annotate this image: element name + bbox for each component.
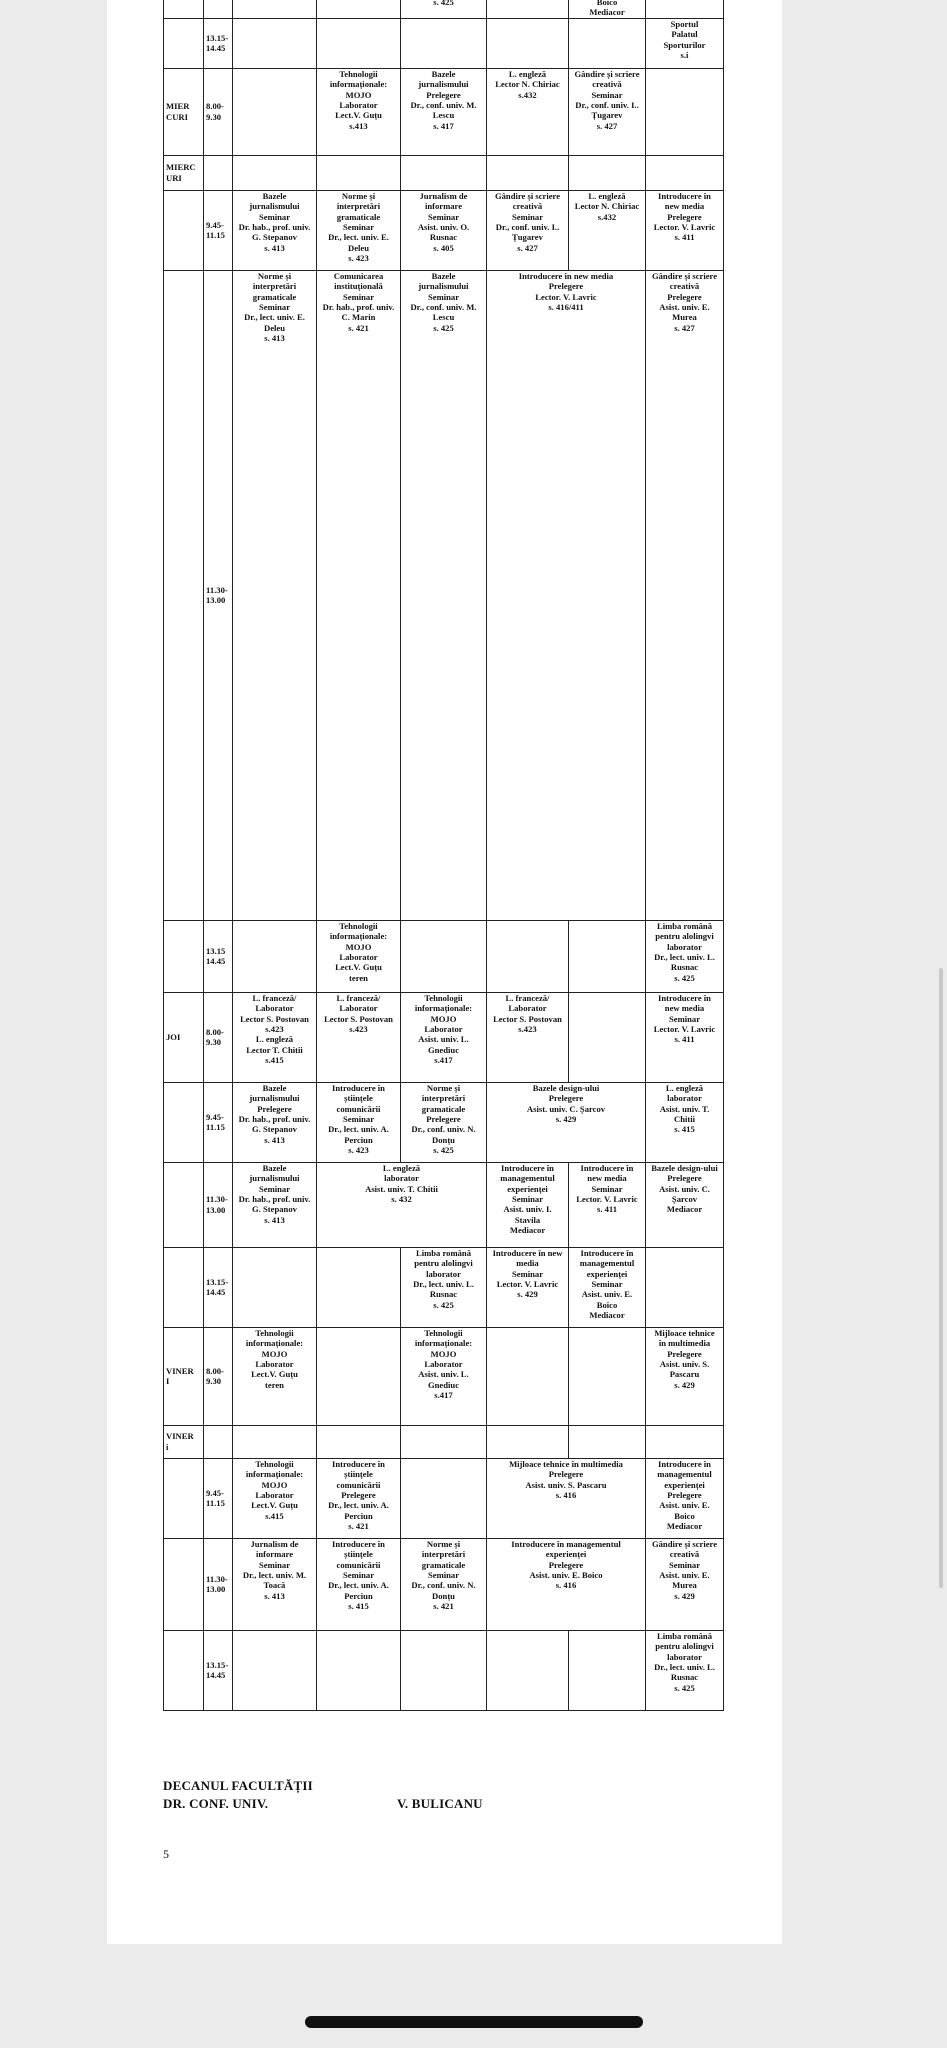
course-text: Tehnologii informaționale: MOJO Laborator Asist. univ. L. Gnediuc s.417 xyxy=(414,992,473,1066)
course-cell xyxy=(646,190,724,270)
course-text: L. franceză/ Laborator Lector S. Postovan s.423 xyxy=(324,992,393,1035)
day-label: MIER CURI xyxy=(166,101,190,122)
course-cell xyxy=(646,68,724,155)
course-cell xyxy=(569,1247,646,1327)
course-cell xyxy=(233,992,317,1082)
course-cell xyxy=(401,1538,487,1630)
day-cell xyxy=(164,1247,204,1327)
schedule-table xyxy=(163,0,724,1711)
course-cell xyxy=(569,0,646,18)
course-cell xyxy=(646,1162,724,1247)
day-cell xyxy=(164,1162,204,1247)
course-text: Norme și interpretări gramaticale Prelegere Dr., conf. univ. N. Donțu s. 425 xyxy=(411,1082,476,1156)
course-cell xyxy=(569,992,646,1082)
course-cell xyxy=(569,155,646,190)
day-cell xyxy=(164,1458,204,1538)
course-cell xyxy=(317,1082,401,1162)
course-cell xyxy=(487,992,569,1082)
course-cell xyxy=(317,18,401,68)
time-label: 13.15- 14.45 xyxy=(206,32,229,54)
schedule-row xyxy=(164,68,724,155)
time-cell xyxy=(204,1327,233,1425)
schedule-row xyxy=(164,1425,724,1458)
course-cell xyxy=(646,1247,724,1327)
course-cell xyxy=(569,1630,646,1710)
time-cell xyxy=(204,1425,233,1458)
scrollbar[interactable] xyxy=(939,968,943,1588)
course-cell xyxy=(317,155,401,190)
course-cell xyxy=(487,190,569,270)
course-text: Tehnologii informaționale: MOJO Laborator Lect.V. Guțu teren xyxy=(245,1327,304,1390)
day-label: VINER i xyxy=(166,1431,194,1452)
course-cell xyxy=(569,1425,646,1458)
day-cell xyxy=(164,18,204,68)
time-cell xyxy=(204,920,233,992)
course-cell xyxy=(487,270,646,920)
course-cell xyxy=(646,1538,724,1630)
time-label: 11.30- 13.00 xyxy=(206,1573,228,1595)
course-cell xyxy=(233,18,317,68)
course-text: Introducere în new media Seminar Lector. V. Lavric s. 411 xyxy=(653,992,716,1045)
course-cell xyxy=(233,1425,317,1458)
day-cell xyxy=(164,992,204,1082)
time-label: 13.15- 14.45 xyxy=(206,1276,229,1298)
course-text: Gândire și scriere creativă Seminar Dr., conf. univ. I.. Țugarev s. 427 xyxy=(494,190,561,253)
course-text: Bazele jurnalismului Seminar Dr. hab., prof. univ. G. Stepanov s. 413 xyxy=(238,1162,311,1225)
course-text: Tehnologii informaționale: MOJO Laborator Lect.V. Guțu s.413 xyxy=(329,68,388,131)
day-label: JOI xyxy=(166,1032,181,1043)
course-cell xyxy=(646,1630,724,1710)
course-cell xyxy=(233,1630,317,1710)
course-cell xyxy=(401,920,487,992)
course-cell xyxy=(401,1082,487,1162)
course-cell xyxy=(233,1162,317,1247)
course-text: Bazele jurnalismului Prelegere Dr. hab., prof. univ. G. Stepanov s. 413 xyxy=(238,1082,311,1145)
course-text: Introducere în new media Prelegere Lector. V. Lavric s. 411 xyxy=(653,190,716,243)
time-cell xyxy=(204,1538,233,1630)
time-cell xyxy=(204,190,233,270)
course-cell xyxy=(646,992,724,1082)
course-cell xyxy=(233,1458,317,1538)
course-cell xyxy=(487,18,569,68)
course-text: Introducere în științele comunicării Seminar Dr., lect. univ. A. Perciun s. 415 xyxy=(328,1538,389,1612)
course-cell xyxy=(487,1458,646,1538)
course-cell xyxy=(569,1327,646,1425)
time-label: 9.45- 11.15 xyxy=(206,1111,225,1133)
course-text: Gândire și scriere creativă Prelegere Asist. univ. E. Murea s. 427 xyxy=(651,270,718,333)
day-cell xyxy=(164,1538,204,1630)
day-cell xyxy=(164,0,204,18)
course-text: Boico Mediacor xyxy=(589,0,625,18)
course-cell xyxy=(646,1458,724,1538)
time-cell xyxy=(204,1247,233,1327)
dean-name: V. BULICANU xyxy=(397,1796,483,1811)
time-label: 8.00- 9.30 xyxy=(206,1365,224,1387)
home-indicator[interactable] xyxy=(305,2016,643,2028)
course-text: Introducere în managementul experienței Seminar Asist. univ. I. Stavila Mediacor xyxy=(500,1162,555,1236)
course-text: Introducere în new media Seminar Lector. V. Lavric s. 429 xyxy=(492,1247,563,1300)
schedule-row xyxy=(164,920,724,992)
course-text: L. engleză Lector N. Chiriac s.432 xyxy=(574,190,640,222)
course-text: Introducere în new media Prelegere Lector. V. Lavric s. 416/411 xyxy=(518,270,614,313)
course-cell xyxy=(233,1327,317,1425)
course-text: Bazele design-ului Prelegere Asist. univ. C. Șarcov s. 429 xyxy=(526,1082,606,1125)
course-cell xyxy=(317,1630,401,1710)
day-cell xyxy=(164,920,204,992)
time-label: 11.30- 13.00 xyxy=(206,584,228,606)
course-cell xyxy=(317,1425,401,1458)
day-cell xyxy=(164,270,204,920)
dean-rank: DR. CONF. UNIV. xyxy=(163,1796,269,1811)
course-cell xyxy=(317,270,401,920)
course-cell xyxy=(569,920,646,992)
course-cell xyxy=(317,1327,401,1425)
course-cell xyxy=(401,270,487,920)
course-cell xyxy=(317,1162,487,1247)
day-cell xyxy=(164,155,204,190)
course-cell xyxy=(233,1247,317,1327)
course-text: Tehnologii informaționale: MOJO Laborator Lect.V. Guțu s.415 xyxy=(245,1458,304,1521)
course-cell xyxy=(487,0,569,18)
course-text: L. engleză laborator Asist. univ. T. Chitii s. 432 xyxy=(365,1162,438,1205)
course-cell xyxy=(401,1327,487,1425)
course-cell xyxy=(646,1082,724,1162)
day-cell xyxy=(164,1630,204,1710)
course-text: Limba română pentru alolingvi laborator Dr., lect. univ. L. Rusnac s. 425 xyxy=(413,1247,474,1310)
course-cell xyxy=(233,68,317,155)
time-label: 9.45- 11.15 xyxy=(206,219,225,241)
time-cell xyxy=(204,155,233,190)
schedule-row xyxy=(164,1327,724,1425)
course-cell xyxy=(317,1458,401,1538)
course-cell xyxy=(233,0,317,18)
course-cell xyxy=(317,1247,401,1327)
course-cell xyxy=(646,18,724,68)
schedule-row xyxy=(164,1538,724,1630)
day-cell xyxy=(164,1082,204,1162)
course-text: L. engleză Lector N. Chiriac s.432 xyxy=(495,68,560,100)
day-cell xyxy=(164,1327,204,1425)
course-cell xyxy=(401,1247,487,1327)
schedule-row xyxy=(164,0,724,18)
course-cell xyxy=(646,1327,724,1425)
course-cell xyxy=(317,992,401,1082)
course-cell xyxy=(487,1162,569,1247)
course-text: Introducere în new media Seminar Lector. V. Lavric s. 411 xyxy=(576,1162,638,1215)
course-cell xyxy=(487,68,569,155)
schedule-row xyxy=(164,190,724,270)
course-cell xyxy=(646,1425,724,1458)
course-cell xyxy=(317,190,401,270)
course-text: Tehnologii informaționale: MOJO Laborator Asist. univ. L. Gnediuc s.417 xyxy=(414,1327,473,1401)
course-cell xyxy=(233,1538,317,1630)
course-cell xyxy=(401,155,487,190)
day-cell xyxy=(164,68,204,155)
day-label: MIERC URI xyxy=(166,162,196,183)
course-cell xyxy=(646,155,724,190)
course-text: Bazele jurnalismului Prelegere Dr., conf. univ. M. Lescu s. 417 xyxy=(410,68,477,131)
course-text: Bazele jurnalismului Seminar Dr. hab., prof. univ. G. Stepanov s. 413 xyxy=(238,190,311,253)
course-cell xyxy=(233,190,317,270)
schedule-row xyxy=(164,1630,724,1710)
course-text: Gândire și scriere creativă Seminar Asist. univ. E. Murea s. 429 xyxy=(651,1538,718,1601)
course-text: Sportul Palatul Sporturilor s.i xyxy=(663,18,706,61)
course-text: L. engleză laborator Asist. univ. T. Chitii s. 415 xyxy=(659,1082,710,1135)
course-cell xyxy=(233,270,317,920)
course-cell xyxy=(569,18,646,68)
course-text: Jurnalism de informare Seminar Asist. univ. O. Rusnac s. 405 xyxy=(417,190,470,253)
course-text: Jurnalism de informare Seminar Dr., lect. univ. M. Toacă s. 413 xyxy=(242,1538,307,1601)
day-cell xyxy=(164,190,204,270)
time-cell xyxy=(204,1162,233,1247)
course-cell xyxy=(401,0,487,18)
time-label: 9.45- 11.15 xyxy=(206,1487,225,1509)
time-cell xyxy=(204,1082,233,1162)
course-cell xyxy=(646,0,724,18)
course-cell xyxy=(317,0,401,18)
course-text: Introducere în științele comunicării Prelegere Dr., lect. univ. A. Perciun s. 421 xyxy=(328,1458,389,1532)
course-cell xyxy=(401,18,487,68)
course-text: Introducere în managementul experienței Prelegere Asist. univ. E. Boico s. 416 xyxy=(511,1538,621,1591)
course-text: Norme și interpretări gramaticale Seminar Dr., lect. univ. E. Deleu s. 423 xyxy=(328,190,389,264)
course-text: Introducere în managementul experienței Prelegere Asist. univ. E. Boico Mediacor xyxy=(657,1458,712,1532)
course-cell xyxy=(487,1327,569,1425)
course-text: Mijloace tehnice în multimedia Prelegere Asist. univ. S. Pascaru s. 416 xyxy=(509,1458,623,1501)
time-cell xyxy=(204,0,233,18)
course-cell xyxy=(401,992,487,1082)
course-cell xyxy=(317,68,401,155)
course-text: Mijloace tehnice în multimedia Prelegere Asist. univ. S. Pascaru s. 429 xyxy=(654,1327,715,1390)
course-cell xyxy=(646,270,724,920)
course-cell xyxy=(401,1458,487,1538)
page-number: 5 xyxy=(163,1847,169,1861)
course-cell xyxy=(401,1630,487,1710)
course-cell xyxy=(569,1162,646,1247)
time-label: 8.00- 9.30 xyxy=(206,101,224,122)
time-label: 13.15- 14.45 xyxy=(206,1659,229,1681)
course-text: Comunicarea instituțională Seminar Dr. hab., prof. univ. C. Marin s. 421 xyxy=(322,270,395,333)
dean-title: DECANUL FACULTĂȚII xyxy=(163,1778,313,1793)
schedule-row xyxy=(164,270,724,920)
course-cell xyxy=(487,1425,569,1458)
course-text: Introducere în științele comunicării Seminar Dr., lect. univ. A. Perciun s. 423 xyxy=(328,1082,389,1156)
course-cell xyxy=(401,190,487,270)
course-cell xyxy=(487,1630,569,1710)
course-text: Introducere în managementul experienței Seminar Asist. univ. E. Boico Mediacor xyxy=(579,1247,635,1321)
time-cell xyxy=(204,1630,233,1710)
schedule-row xyxy=(164,1082,724,1162)
course-cell xyxy=(569,190,646,270)
schedule-row xyxy=(164,18,724,68)
time-cell xyxy=(204,18,233,68)
course-text: Limba română pentru alolingvi laborator Dr., lect. univ. L. Rusnac s. 425 xyxy=(654,920,715,983)
course-text: L. franceză/ Laborator Lector S. Postovan s.423 L. engleză Lector T. Chitii s.415 xyxy=(240,992,309,1066)
day-label: VINER I xyxy=(166,1365,194,1387)
course-text: Norme și interpretări gramaticale Seminar Dr., conf. univ. N. Donțu s. 421 xyxy=(411,1538,476,1612)
course-cell xyxy=(487,1538,646,1630)
course-cell xyxy=(569,68,646,155)
course-cell xyxy=(646,920,724,992)
course-cell xyxy=(487,1247,569,1327)
course-text: Gândire și scriere creativă Seminar Dr., conf. univ. I.. Țugarev s. 427 xyxy=(574,68,640,131)
schedule-row xyxy=(164,155,724,190)
course-text: Limba română pentru alolingvi laborator Dr., lect. univ. L. Rusnac s. 425 xyxy=(654,1630,715,1693)
day-cell xyxy=(164,1425,204,1458)
course-cell xyxy=(233,1082,317,1162)
course-cell xyxy=(233,155,317,190)
schedule-row xyxy=(164,1247,724,1327)
schedule-row xyxy=(164,1162,724,1247)
time-cell xyxy=(204,68,233,155)
course-cell xyxy=(401,68,487,155)
course-cell xyxy=(233,920,317,992)
course-cell xyxy=(487,1082,646,1162)
course-cell xyxy=(317,1538,401,1630)
course-text: Bazele jurnalismului Seminar Dr., conf. univ. M. Lescu s. 425 xyxy=(410,270,477,333)
schedule-row xyxy=(164,992,724,1082)
document-page xyxy=(107,0,782,1944)
course-cell xyxy=(317,920,401,992)
time-cell xyxy=(204,270,233,920)
course-cell xyxy=(401,1425,487,1458)
course-text: L. franceză/ Laborator Lector S. Postovan s.423 xyxy=(493,992,562,1035)
time-cell xyxy=(204,1458,233,1538)
course-cell xyxy=(487,920,569,992)
time-label: 8.00- 9.30 xyxy=(206,1026,224,1048)
course-text: Tehnologii informaționale: MOJO Laborator Lect.V. Guțu teren xyxy=(329,920,388,983)
time-label: 11.30- 13.00 xyxy=(206,1194,228,1215)
course-text: Bazele design-ului Prelegere Asist. univ. C. Șarcov Mediacor xyxy=(651,1162,718,1215)
course-text: s. 425 xyxy=(433,0,454,7)
time-label: 13.15 14.45 xyxy=(206,945,226,967)
course-text: Norme și interpretări gramaticale Seminar Dr., lect. univ. E. Deleu s. 413 xyxy=(244,270,305,344)
course-cell xyxy=(487,155,569,190)
schedule-row xyxy=(164,1458,724,1538)
time-cell xyxy=(204,992,233,1082)
